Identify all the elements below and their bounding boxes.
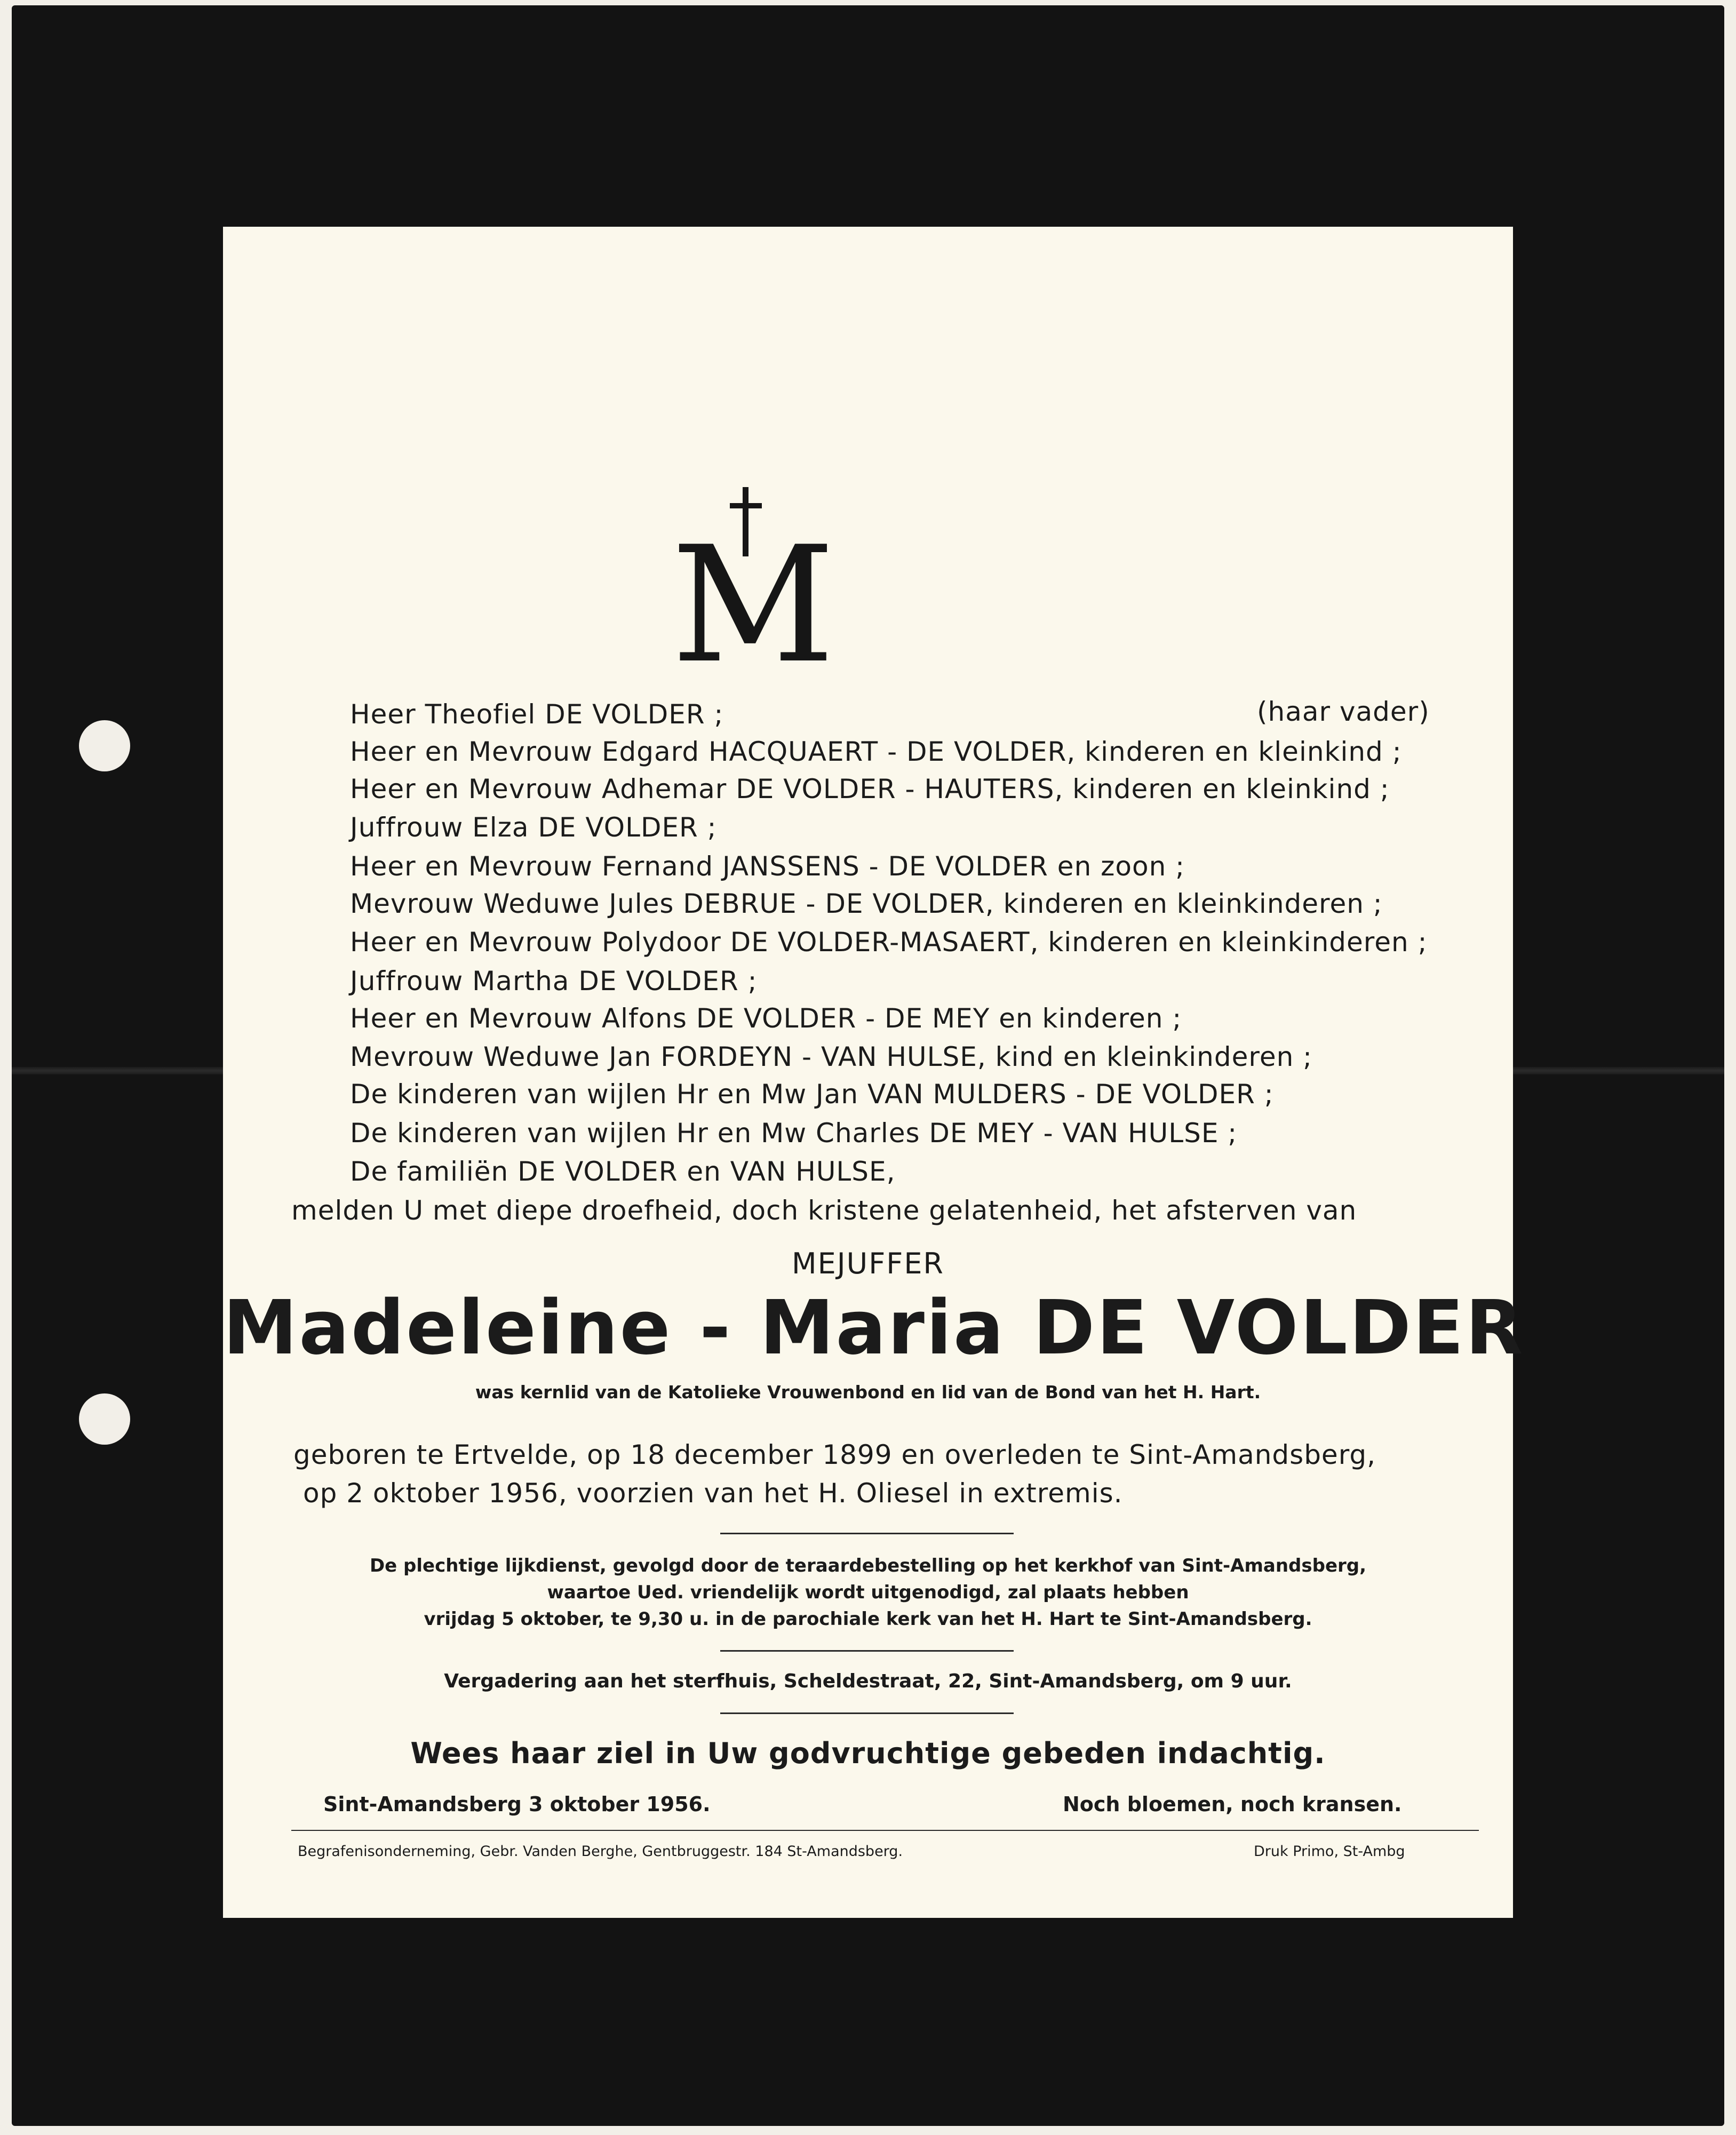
birth-death-line-2: op 2 oktober 1956, voorzien van het H. Oliesel in extremis. (303, 1478, 1123, 1509)
family-line-13: De familiën DE VOLDER en VAN HULSE, (350, 1156, 896, 1187)
service-line-2: waartoe Ued. vriendelijk wordt uitgenodigd, zal plaats hebben (547, 1582, 1189, 1603)
birth-death-line-1: geboren te Ertvelde, op 18 december 1899 en overleden te Sint-Amandsberg, (293, 1439, 1376, 1470)
family-line-6: Mevrouw Weduwe Jules DEBRUE - DE VOLDER, kinderen en kleinkinderen ; (350, 888, 1383, 919)
family-line-2: Heer en Mevrouw Edgard HACQUAERT - DE VOLDER, kinderen en kleinkind ; (350, 736, 1402, 767)
membership-line: was kernlid van de Katolieke Vrouwenbond en lid van de Bond van het H. Hart. (475, 1382, 1261, 1403)
death-notice-card (223, 227, 1525, 1918)
family-line-1: Heer Theofiel DE VOLDER ; (350, 699, 724, 730)
family-line-8: Juffrouw Martha DE VOLDER ; (350, 966, 758, 997)
announcement-line: melden U met diepe droefheid, doch kristene gelatenheid, het afsterven van (291, 1195, 1357, 1226)
family-line-9: Heer en Mevrouw Alfons DE VOLDER - DE MEY en kinderen ; (350, 1003, 1182, 1034)
family-line-10: Mevrouw Weduwe Jan FORDEYN - VAN HULSE, kind en kleinkinderen ; (350, 1041, 1313, 1072)
punch-hole-top (79, 720, 130, 771)
divider-2 (720, 1650, 1014, 1652)
family-line-12: De kinderen van wijlen Hr en Mw Charles DE MEY - VAN HULSE ; (350, 1118, 1238, 1149)
family-line-4: Juffrouw Elza DE VOLDER ; (350, 812, 717, 843)
divider-1 (720, 1533, 1014, 1534)
family-line-3: Heer en Mevrouw Adhemar DE VOLDER - HAUTERS, kinderen en kleinkind ; (350, 774, 1390, 804)
title-mejuffer: MEJUFFER (792, 1247, 944, 1280)
funeral-home-credit: Begrafenisonderneming, Gebr. Vanden Berghe, Gentbruggestr. 184 St-Amandsberg. (298, 1843, 903, 1860)
meeting-line: Vergadering aan het sterfhuis, Scheldestraat, 22, Sint-Amandsberg, om 9 uur. (444, 1670, 1292, 1692)
punch-hole-bottom (79, 1393, 130, 1445)
prayer-line: Wees haar ziel in Uw godvruchtige gebeden indachtig. (410, 1736, 1326, 1770)
marian-monogram: M (671, 512, 835, 698)
family-line-7: Heer en Mevrouw Polydoor DE VOLDER-MASAERT, kinderen en kleinkinderen ; (350, 927, 1428, 958)
service-line-3: vrijdag 5 oktober, te 9,30 u. in de parochiale kerk van het H. Hart te Sint-Amandsberg. (424, 1608, 1312, 1630)
no-flowers-note: Noch bloemen, noch kransen. (1063, 1793, 1402, 1816)
place-date: Sint-Amandsberg 3 oktober 1956. (323, 1793, 711, 1816)
family-line-11: De kinderen van wijlen Hr en Mw Jan VAN MULDERS - DE VOLDER ; (350, 1079, 1274, 1110)
deceased-name: Madeleine - Maria DE VOLDER (223, 1285, 1525, 1372)
footer-rule (291, 1830, 1479, 1831)
father-note: (haar vader) (1257, 696, 1430, 727)
family-line-5: Heer en Mevrouw Fernand JANSSENS - DE VOLDER en zoon ; (350, 851, 1185, 882)
printer-credit: Druk Primo, St-Ambg (1254, 1843, 1405, 1860)
service-line-1: De plechtige lijkdienst, gevolgd door de teraardebestelling op het kerkhof van Sint-Amandsberg, (369, 1555, 1367, 1576)
divider-3 (720, 1712, 1014, 1714)
